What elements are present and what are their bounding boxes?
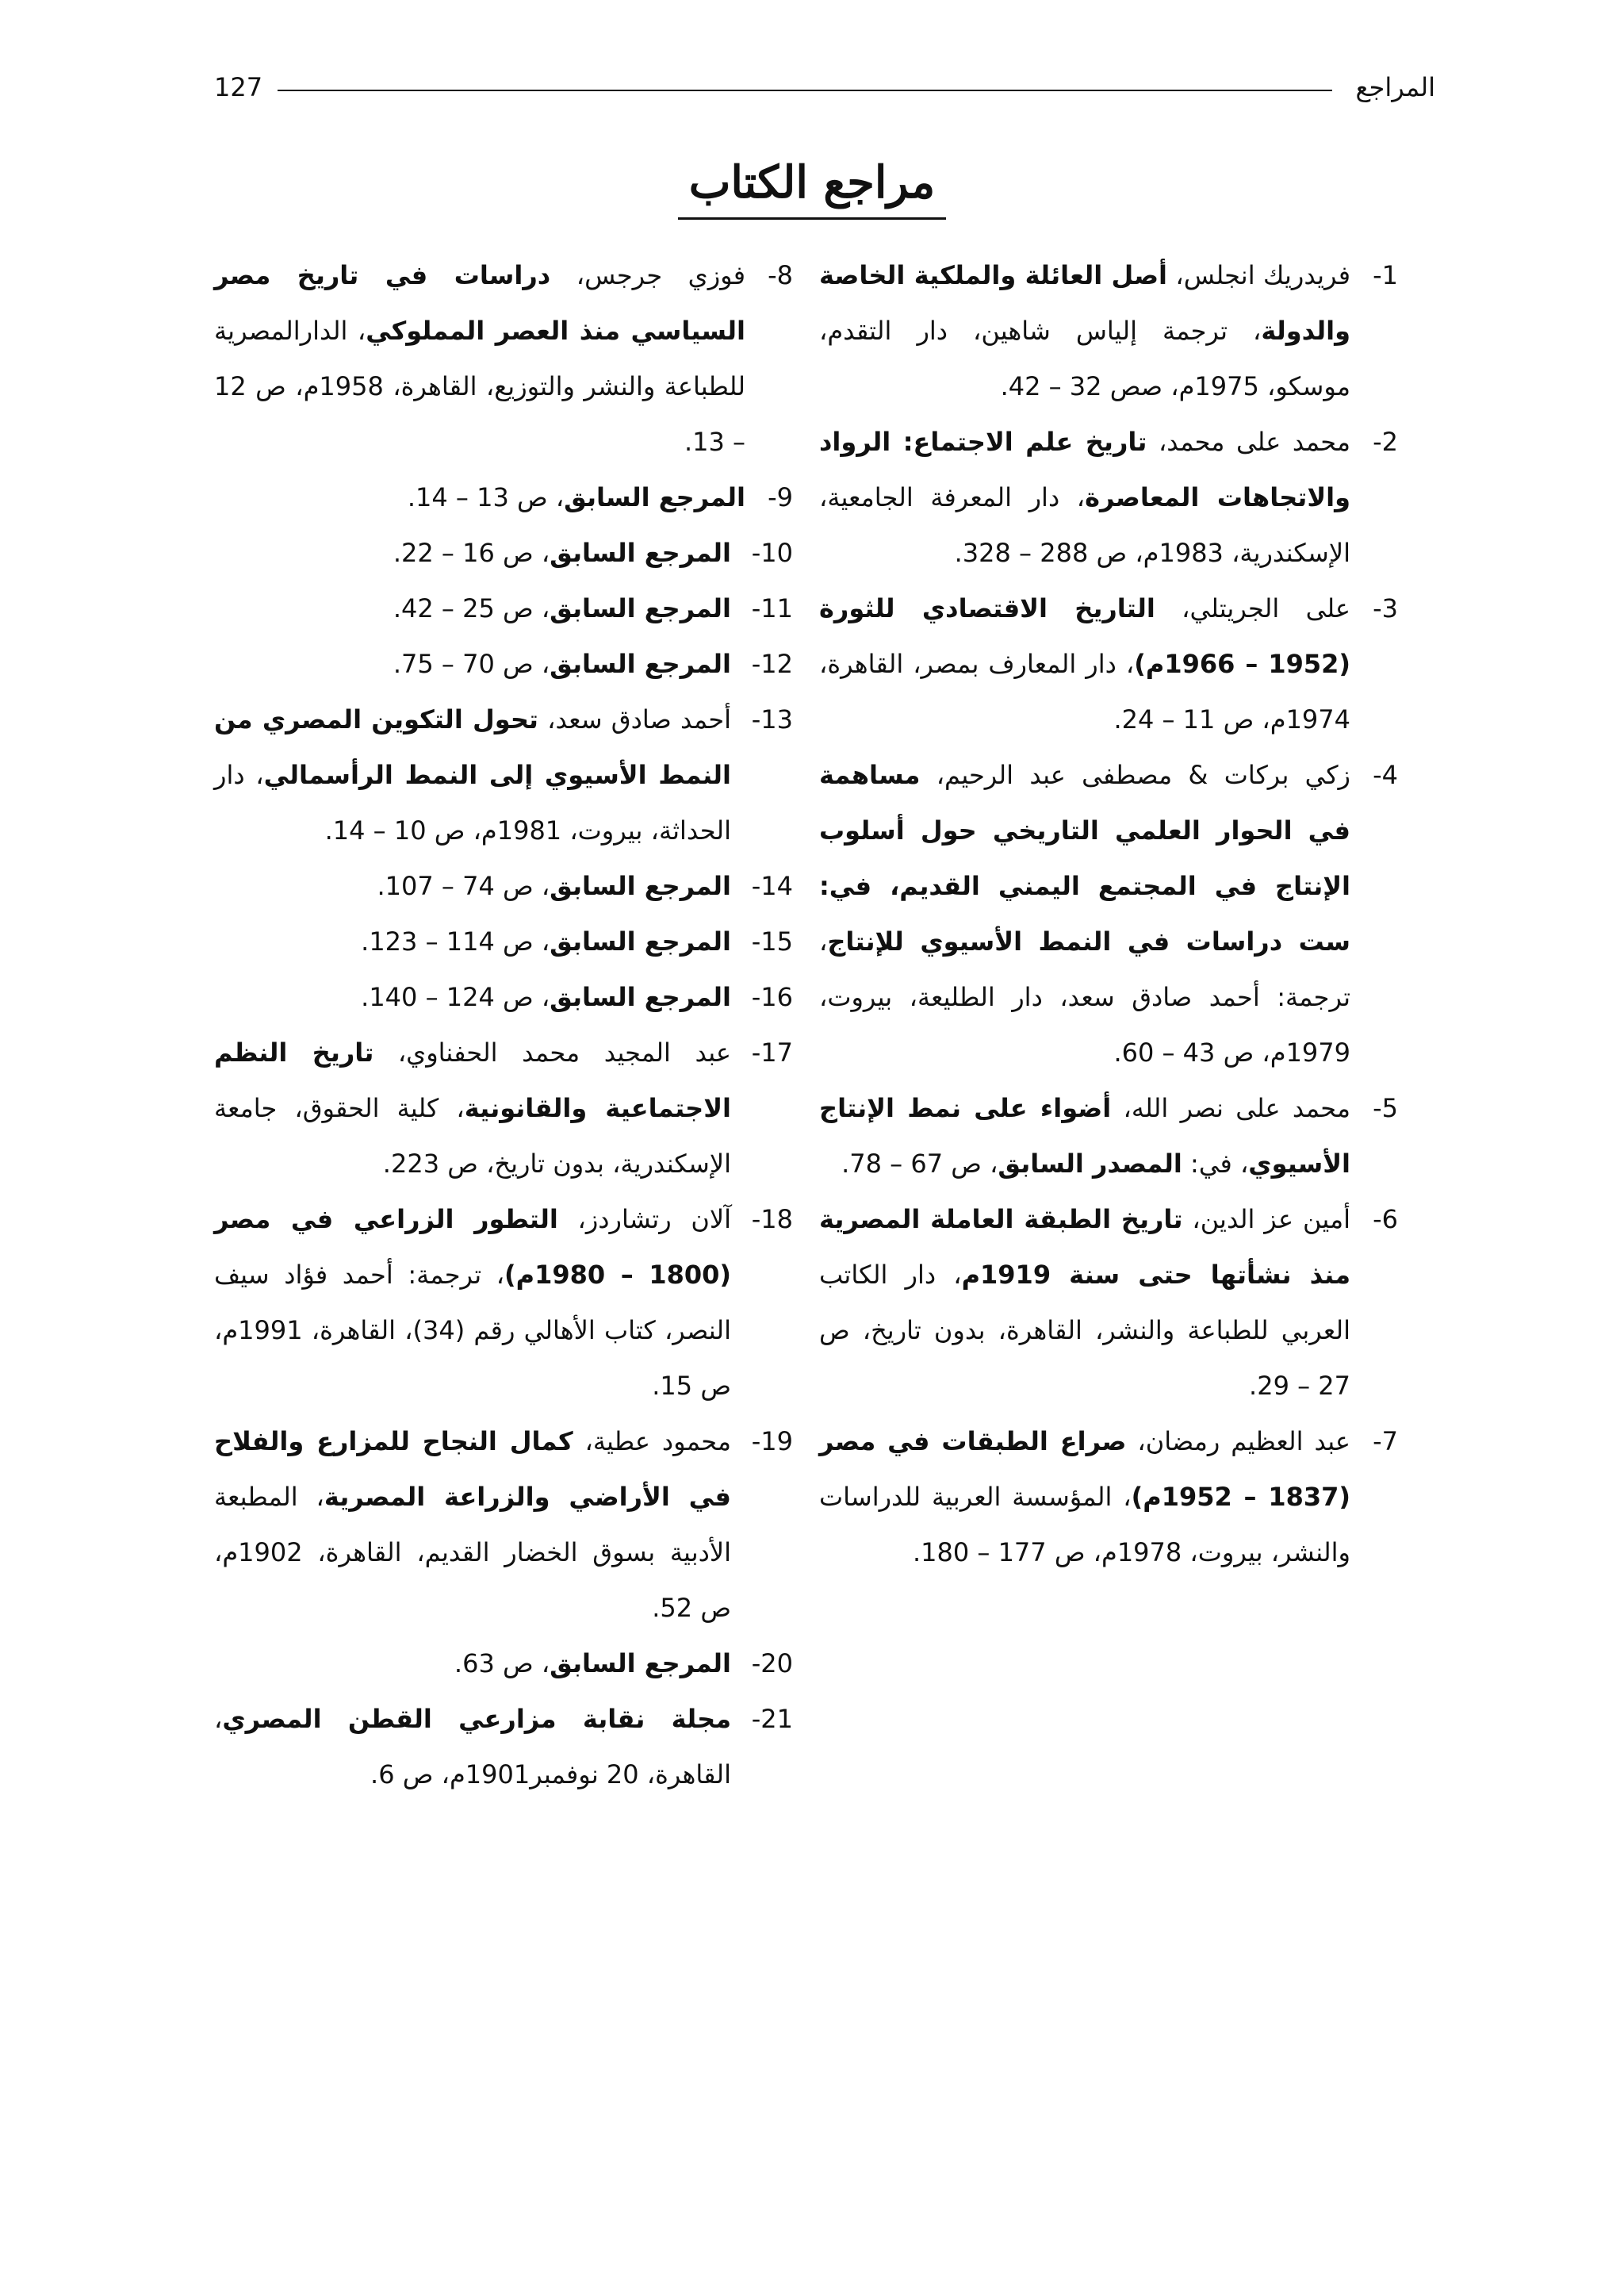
reference-number: 3- [1373,593,1398,623]
reference-text: ، ص 124 – 140. [361,982,550,1012]
reference-title: تاريخ الطبقة العاملة المصرية منذ نشأتها حتى سنة 1919م [819,1204,1350,1290]
reference-text: ، ترجمة: أحمد صادق سعد، دار الطليعة، بيروت، 1979م، ص 43 – 60. [819,926,1350,1068]
reference-number: 6- [1373,1204,1398,1234]
reference-title: تاريخ علم الاجتماع: الرواد والاتجاهات المعاصرة [819,427,1351,512]
reference-number: 4- [1373,760,1398,790]
reference-text: آلان رتشاردز، [557,1204,731,1234]
reference-entry [819,1080,1398,1191]
section-name: المراجع [1355,72,1435,102]
reference-text: ، ترجمة إلياس شاهين، دار التقدم، موسكو، 1975م، صص 32 – 42. [819,316,1350,401]
reference-number: 15- [751,926,793,957]
reference-entry [214,1636,793,1691]
reference-title: أضواء على نمط الإنتاج الأسيوي [819,1093,1350,1179]
reference-text: ، دار الحداثة، بيروت، 1981م، ص 10 – 14. [214,760,731,846]
reference-entry [214,858,793,914]
reference-entry [214,470,793,525]
reference-number: 12- [751,649,793,679]
reference-text: فريدريك انجلس، [1167,260,1351,290]
reference-number: 10- [751,538,793,568]
reference-text: ، ص 16 – 22. [393,538,550,568]
reference-text: أحمد صادق سعد، [538,704,731,735]
reference-entry [214,636,793,692]
reference-entry [214,1691,793,1802]
reference-text: ، المؤسسة العربية للدراسات والنشر، بيروت، 1978م، ص 177 – 180. [819,1482,1350,1567]
reference-number: 18- [751,1204,793,1234]
header-rule [278,90,1332,91]
reference-text: أمين عز الدين، [1182,1204,1350,1234]
reference-entry [214,1191,793,1414]
reference-text: ، ص 63. [454,1648,550,1678]
reference-text: على الجريتلي، [1155,593,1350,623]
reference-number: 2- [1373,427,1398,457]
reference-text: محمد على محمد، [1147,427,1351,457]
reference-number: 20- [751,1648,793,1678]
reference-text: ، ص 25 – 42. [393,593,550,623]
reference-title: المرجع السابق [550,649,731,679]
reference-text: ، القاهرة، 20 نوفمبر1901م، ص 6. [214,1704,731,1789]
reference-number: 21- [751,1704,793,1734]
reference-text: ، ص 114 – 123. [361,926,550,957]
reference-text: ، ص 70 – 75. [393,649,550,679]
reference-text: ، ص 13 – 14. [407,482,565,512]
reference-entry [214,247,793,470]
reference-text: ، المطبعة الأدبية بسوق الخضار القديم، القاهرة، 1902م، ص 52. [214,1482,731,1623]
reference-number: 9- [768,482,793,512]
reference-text: محمد على نصر الله، [1111,1093,1351,1123]
reference-number: 19- [751,1426,793,1456]
page-number: 127 [214,72,263,102]
reference-entry [214,1414,793,1636]
reference-entry [214,969,793,1025]
reference-entry [819,1414,1398,1580]
reference-title: المرجع السابق [550,982,731,1012]
reference-entry [214,581,793,636]
reference-number: 1- [1373,260,1398,290]
reference-title: كمال النجاح للمزارع والفلاح في الأراضي والزراعة المصرية [214,1426,732,1512]
reference-entry [819,247,1398,414]
reference-title: المرجع السابق [550,538,731,568]
reference-title: دراسات في تاريخ مصر السياسي منذ العصر المملوكي [214,260,745,346]
reference-number: 13- [751,704,793,735]
reference-title: المرجع السابق [550,1648,731,1678]
reference-text: ، ترجمة: أحمد فؤاد سيف النصر، كتاب الأهالي رقم (34)، القاهرة، 1991م، ص 15. [214,1260,731,1401]
reference-text: عبد العظيم رمضان، [1126,1426,1351,1456]
reference-text: ، في: [1182,1149,1249,1179]
reference-title: التطور الزراعي في مصر (1800 – 1980م) [214,1204,732,1290]
reference-title: صراع الطبقات في مصر (1837 – 1952م) [819,1426,1351,1512]
reference-number: 5- [1373,1093,1398,1123]
reference-text: ، دار المعرفة الجامعية، الإسكندرية، 1983م، ص 288 – 328. [819,482,1350,568]
reference-entry [214,1025,793,1191]
reference-number: 11- [751,593,793,623]
reference-title: التاريخ الاقتصادي للثورة (1952 – 1966م) [819,593,1351,679]
reference-text: ، كلية الحقوق، جامعة الإسكندرية، بدون تاريخ، ص 223. [214,1093,731,1179]
reference-text: ، دار الكاتب العربي للطباعة والنشر، القاهرة، بدون تاريخ، ص 27 – 29. [819,1260,1350,1401]
reference-text: فوزي جرجس، [550,260,746,290]
reference-text: زكي بركات & مصطفى عبد الرحيم، [920,760,1350,790]
reference-title: مساهمة في الحوار العلمي التاريخي حول أسلوب الإنتاج في المجتمع اليمني القديم، في: ست دراسات في النمط الأسيوي للإنتاج [819,760,1350,957]
reference-entry [819,581,1398,747]
page-title-container [0,147,1624,220]
reference-number: 17- [751,1038,793,1068]
reference-number: 14- [751,871,793,901]
reference-title: المرجع السابق [564,482,745,512]
reference-title: مجلة نقابة مزارعي القطن المصري [222,1704,731,1734]
reference-title: المرجع السابق [550,926,731,957]
reference-entry [214,525,793,581]
reference-entry [819,1191,1398,1414]
reference-text: عبد المجيد محمد الحفناوي، [373,1038,731,1068]
references-column-left [214,247,793,1802]
reference-text: محمود عطية، [573,1426,732,1456]
reference-title: المصدر السابق [998,1149,1182,1179]
reference-entry [819,414,1398,581]
reference-text: ، ص 74 – 107. [377,871,550,901]
reference-text: ، الدارالمصرية للطباعة والنشر والتوزيع، القاهرة، 1958م، ص 12 – 13. [214,316,746,457]
reference-title: تاريخ النظم الاجتماعية والقانونية [214,1038,732,1123]
reference-number: 8- [768,260,793,290]
page-title: مراجع الكتاب [678,149,947,220]
reference-entry [819,747,1398,1080]
reference-text: ، دار المعارف بمصر، القاهرة، 1974م، ص 11 – 24. [819,649,1350,735]
page-header [214,63,1435,111]
reference-title: تحول التكوين المصري من النمط الأسيوي إلى النمط الرأسمالي [214,704,732,790]
reference-text: ، ص 67 – 78. [841,1149,998,1179]
reference-number: 7- [1373,1426,1398,1456]
references-column-right [819,247,1398,1580]
reference-title: المرجع السابق [550,593,731,623]
reference-title: أصل العائلة والملكية الخاصة والدولة [819,260,1350,346]
reference-title: المرجع السابق [550,871,731,901]
reference-number: 16- [751,982,793,1012]
reference-entry [214,914,793,969]
reference-entry [214,692,793,858]
